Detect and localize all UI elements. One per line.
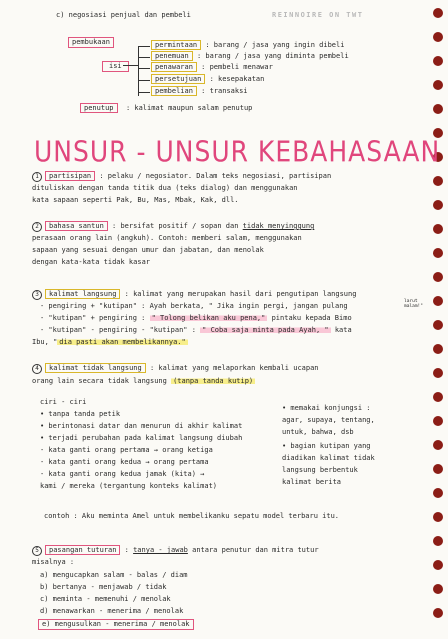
ciri-left-item: - kata ganti orang kedua → orang pertama xyxy=(40,458,209,466)
pembukaan-label: pembukaan xyxy=(68,37,114,48)
s1-text: : pelaku / negosiator. Dalam teks negosiasi, partisipan xyxy=(99,172,332,180)
binder-hole xyxy=(433,392,443,402)
isi-item-penawaran xyxy=(151,63,273,72)
s5-underline: tanya - jawab xyxy=(133,546,188,554)
s4-highlight: (tanpa tanda kutip) xyxy=(173,377,254,385)
s5-line1 xyxy=(32,546,319,556)
s5-item: b) bertanya - menjawab / tidak xyxy=(40,583,167,591)
watermark: REINNOIRE ON TWT xyxy=(272,11,364,19)
s3-text: - pengiring + "kutipan" : Ayah berkata, " Jika ingin pergi, jangan pulang xyxy=(40,302,348,310)
tree-branch xyxy=(138,68,150,69)
ciri-right-item: kalimat berita xyxy=(282,478,342,486)
penutup-desc: : kalimat maupun salam penutup xyxy=(125,104,253,112)
ciri-heading: ciri - ciri xyxy=(40,398,87,406)
s1-number: 1 xyxy=(32,172,42,182)
s2-line2: perasaan orang lain (angkuh). Contoh: memberi salam, menggunakan xyxy=(32,234,302,242)
binder-hole xyxy=(433,272,443,282)
tree-branch xyxy=(138,92,150,93)
s3-line1 xyxy=(32,290,356,300)
binder-hole xyxy=(433,488,443,498)
ciri-left-item: kami / mereka (tergantung konteks kalimat) xyxy=(40,482,218,490)
isi-item-penemuan xyxy=(151,52,349,61)
isi-item-permintaan xyxy=(151,41,344,50)
page-title: UNSUR - UNSUR KEBAHASAAN xyxy=(34,135,441,169)
binder-hole xyxy=(433,464,443,474)
item-desc: : pembeli menawar xyxy=(201,63,273,71)
s3-label: kalimat langsung xyxy=(45,289,120,299)
s4-contoh: contoh : Aku meminta Amel untuk membelikanku sepatu model terbaru itu. xyxy=(44,512,340,520)
item-label: persetujuan xyxy=(151,74,205,84)
s1-line2: dituliskan dengan tanda titik dua (teks dialog) dan menggunakan xyxy=(32,184,298,192)
ciri-right-item: diadikan kalimat tidak xyxy=(282,454,375,462)
item-label: permintaan xyxy=(151,40,201,50)
tree-branch xyxy=(138,57,150,58)
s5-label: pasangan tuturan xyxy=(45,545,120,555)
ciri-left-item: - kata ganti orang kedua jamak (kita) → xyxy=(40,470,205,478)
binder-hole xyxy=(433,320,443,330)
s3-line5 xyxy=(32,338,188,347)
ciri-left-item: • berintonasi datar dan menurun di akhir kalimat xyxy=(40,422,243,430)
s3-line4 xyxy=(40,326,352,335)
s5-text: antara penutur dan mitra tutur xyxy=(192,546,319,554)
s5-item: e) mengusulkan - menerima / menolak xyxy=(38,619,194,630)
s3-text: Ibu, " xyxy=(32,338,58,346)
binder-hole xyxy=(433,560,443,570)
item-desc: : barang / jasa yang diminta pembeli xyxy=(196,52,349,60)
s4-text: orang lain secara tidak langsung xyxy=(32,377,167,385)
ciri-left-item: • terjadi perubahan pada kalimat langsung diubah xyxy=(40,434,243,442)
ciri-right-item: langsung berbentuk xyxy=(282,466,358,474)
penutup-row xyxy=(80,104,252,113)
item-label: penawaran xyxy=(151,62,197,72)
isi-label: isi xyxy=(102,61,129,72)
s4-line1 xyxy=(32,364,319,374)
s3-text: pintaku kepada Bimo xyxy=(271,314,352,322)
binder-hole xyxy=(433,248,443,258)
s1-line1 xyxy=(32,172,331,182)
binder-hole xyxy=(433,104,443,114)
s4-text: : kalimat yang melaporkan kembali ucapan xyxy=(149,364,319,372)
s3-highlight: " Tolong belikan aku pena," xyxy=(151,314,266,322)
isi-item-pembelian xyxy=(151,87,248,96)
ciri-right-item: • memakai konjungsi : xyxy=(282,404,371,412)
ciri-right-item: untuk, bahwa, dsb xyxy=(282,428,354,436)
s1-line3: kata sapaan seperti Pak, Bu, Mas, Mbak, Kak, dll. xyxy=(32,196,239,204)
item-label: pembelian xyxy=(151,86,197,96)
s3-text: : kalimat yang merupakan hasil dari pengutipan langsung xyxy=(124,290,357,298)
s3-highlight: dia pasti akan membelikannya." xyxy=(59,338,186,346)
tree-branch xyxy=(138,80,150,81)
s3-number: 3 xyxy=(32,290,42,300)
item-desc: : kesepakatan xyxy=(209,75,265,83)
binder-hole xyxy=(433,584,443,594)
c-line: c) negosiasi penjual dan pembeli xyxy=(56,11,191,19)
s2-line3: sapaan yang sesuai dengan umur dan jabatan, dan menolak xyxy=(32,246,264,254)
s2-line1 xyxy=(32,222,314,232)
binder-hole xyxy=(433,224,443,234)
binder-hole xyxy=(433,176,443,186)
s2-number: 2 xyxy=(32,222,42,232)
binder-hole xyxy=(433,536,443,546)
s5-line2: misalnya : xyxy=(32,558,75,566)
s1-label: partisipan xyxy=(45,171,95,181)
s4-label: kalimat tidak langsung xyxy=(45,363,146,373)
s3-note: larut malam!" xyxy=(404,299,423,309)
s4-number: 4 xyxy=(32,364,42,374)
binder-hole xyxy=(433,8,443,18)
ciri-left-item: • tanpa tanda petik xyxy=(40,410,121,418)
binder-hole xyxy=(433,80,443,90)
s3-text: kata xyxy=(334,326,352,334)
binder-hole xyxy=(433,200,443,210)
s2-text: : bersifat positif / sopan dan xyxy=(112,222,239,230)
s5-number: 5 xyxy=(32,546,42,556)
s2-line4: dengan kata-kata tidak kasar xyxy=(32,258,151,266)
item-desc: : transaksi xyxy=(201,87,248,95)
s3-line3 xyxy=(40,314,352,323)
s3-text: - "kutipan" + pengiring : xyxy=(40,314,146,322)
s5-text: : xyxy=(124,546,129,554)
ciri-left-item: - kata ganti orang pertama → orang ketiga xyxy=(40,446,213,454)
tree-connector xyxy=(123,65,138,66)
isi-item-persetujuan xyxy=(151,75,264,84)
ciri-right-item: agar, supaya, tentang, xyxy=(282,416,375,424)
binder-hole xyxy=(433,608,443,618)
s2-label: bahasa santun xyxy=(45,221,108,231)
ciri-right-item: • bagian kutipan yang xyxy=(282,442,371,450)
binder-hole xyxy=(433,296,443,306)
binder-hole xyxy=(433,344,443,354)
binder-hole xyxy=(433,56,443,66)
s3-text: - "kutipan" - pengiring - "kutipan" : xyxy=(40,326,196,334)
s3-line2 xyxy=(40,302,348,311)
s4-line2 xyxy=(32,377,255,386)
binder-hole xyxy=(433,512,443,522)
binder-hole xyxy=(433,440,443,450)
penutup-label: penutup xyxy=(80,103,118,113)
s5-item: d) menawarkan - menerima / menolak xyxy=(40,607,184,615)
s5-item: a) mengucapkan salam - balas / diam xyxy=(40,571,188,579)
s2-underline: tidak menyinggung xyxy=(242,222,315,230)
binder-hole xyxy=(433,368,443,378)
tree-vertical-line xyxy=(138,46,139,96)
tree-branch xyxy=(138,46,150,47)
s3-highlight: " Coba saja minta pada Ayah, " xyxy=(202,326,329,334)
item-label: penemuan xyxy=(151,51,193,61)
binder-holes xyxy=(431,0,445,639)
s5-item: c) meminta - memenuhi / menolak xyxy=(40,595,171,603)
binder-hole xyxy=(433,32,443,42)
binder-hole xyxy=(433,416,443,426)
item-desc: : barang / jasa yang ingin dibeli xyxy=(205,41,345,49)
